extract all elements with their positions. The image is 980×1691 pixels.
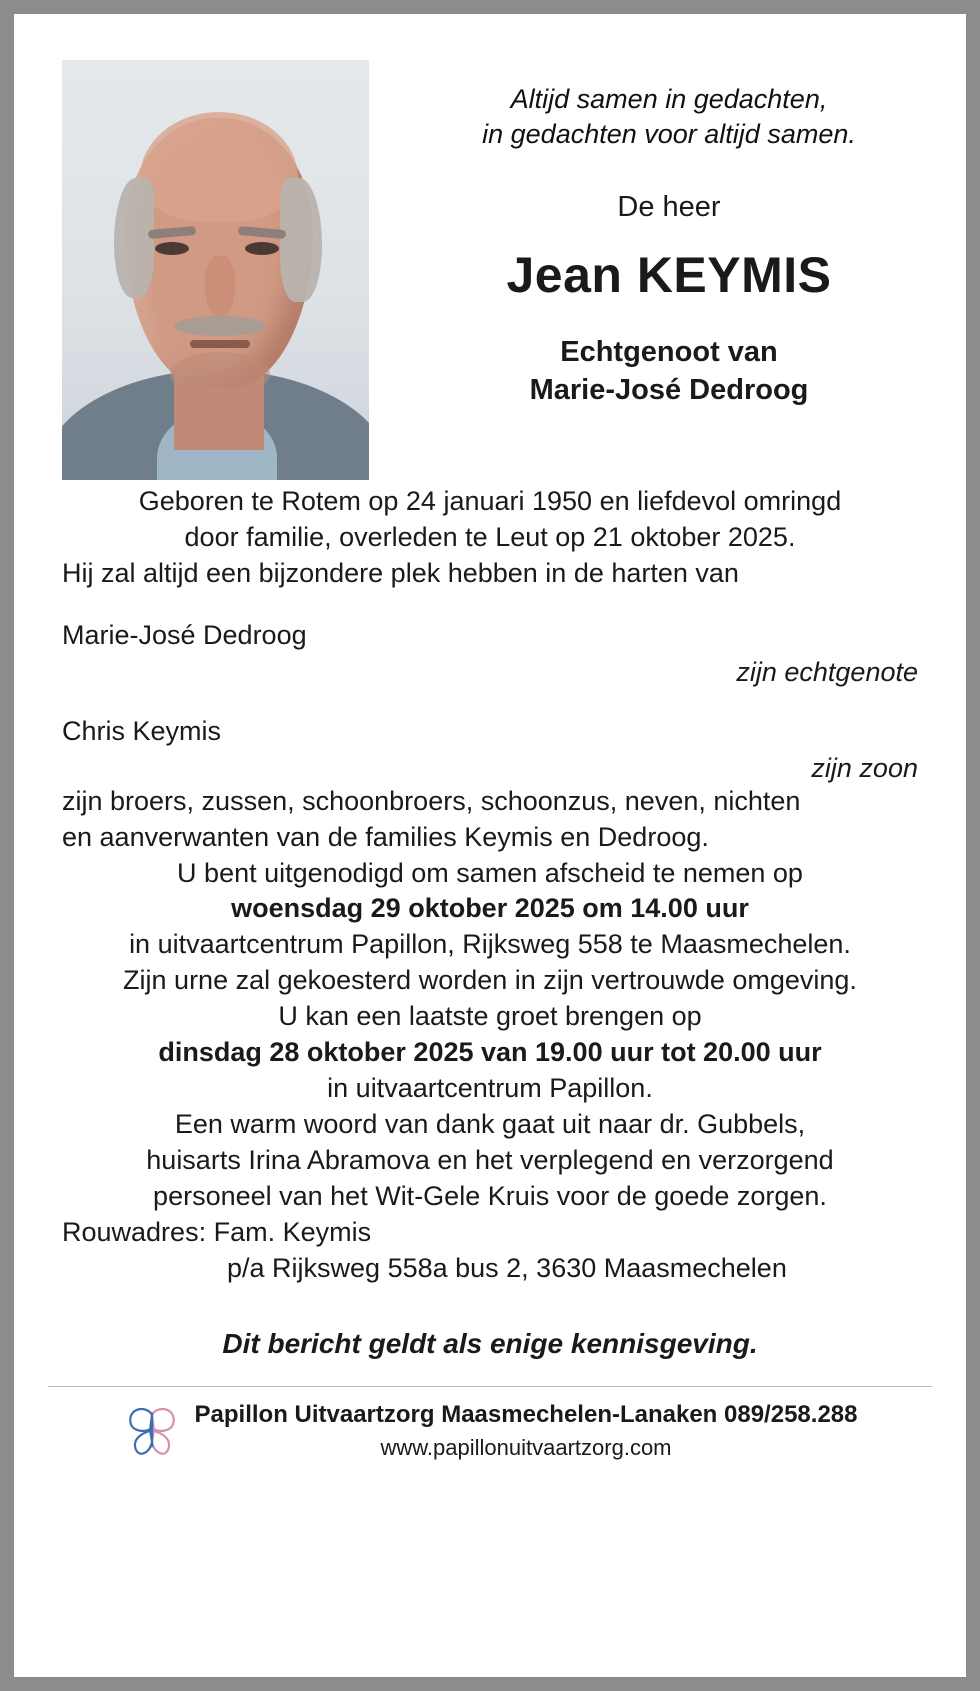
ceremony-intro: U bent uitgenodigd om samen afscheid te nemen op <box>177 857 803 888</box>
notice-text: Dit bericht geldt als enige kennisgeving. <box>222 1328 758 1360</box>
extended-family-line-1: zijn broers, zussen, schoonbroers, schoonzus, neven, nichten <box>62 785 801 816</box>
birth-death-line-2: door familie, overleden te Leut op 21 oktober 2025. <box>184 521 796 552</box>
thanks-line-3: personeel van het Wit-Gele Kruis voor de goede zorgen. <box>153 1180 827 1211</box>
card-body <box>14 484 966 1360</box>
ceremony-datetime: woensdag 29 oktober 2025 om 14.00 uur <box>231 893 749 924</box>
deceased-name: Jean KEYMIS <box>506 247 832 304</box>
memorial-quote-line-2: in gedachten voor altijd samen. <box>482 118 856 149</box>
urn-note: Zijn urne zal gekoesterd worden in zijn vertrouwde omgeving. <box>123 965 857 996</box>
relative-role: zijn echtgenote <box>736 656 918 687</box>
card-header <box>14 14 966 484</box>
portrait-hair-left <box>114 178 154 298</box>
relative-role: zijn zoon <box>811 752 918 783</box>
birth-death-paragraph <box>62 484 918 556</box>
ceremony-paragraph <box>62 856 918 1000</box>
birth-death-line-1: Geboren te Rotem op 24 januari 1950 en liefdevol omringd <box>138 486 842 516</box>
portrait-chin <box>170 352 270 396</box>
header-text-block <box>404 82 934 409</box>
spouse-block <box>404 334 934 409</box>
mourning-address-line: p/a Rijksweg 558a bus 2, 3630 Maasmechelen <box>227 1252 787 1283</box>
visitation-datetime: dinsdag 28 oktober 2025 van 19.00 uur tot 20.00 uur <box>158 1037 822 1068</box>
memorial-quote-line-1: Altijd samen in gedachten, <box>510 84 828 114</box>
portrait-mouth <box>190 340 250 348</box>
portrait-eye-right <box>245 242 279 255</box>
footer-website[interactable]: www.papillonuitvaartzorg.com <box>380 1435 672 1461</box>
visitation-paragraph <box>62 999 918 1107</box>
portrait-nose <box>205 256 235 318</box>
spouse-name: Marie-José Dedroog <box>529 373 809 406</box>
visitation-intro: U kan een laatste groet brengen op <box>278 1001 702 1032</box>
memorial-quote <box>404 82 934 151</box>
footer-divider <box>48 1386 932 1387</box>
butterfly-icon <box>123 1402 181 1460</box>
relatives-list <box>62 620 918 784</box>
extended-family-paragraph <box>62 784 918 856</box>
mourning-address-label: Rouwadres: Fam. Keymis <box>62 1216 372 1247</box>
footer-text <box>195 1401 858 1461</box>
spouse-label: Echtgenoot van <box>560 336 778 369</box>
footer-company-line <box>195 1401 858 1429</box>
relative-name: Marie-José Dedroog <box>62 619 307 650</box>
memorial-card <box>14 14 966 1677</box>
portrait-photo <box>62 60 369 480</box>
footer <box>14 1401 966 1461</box>
relative-name: Chris Keymis <box>62 715 222 746</box>
extended-family-line-2: en aanverwanten van de families Keymis en Dedroog. <box>62 821 709 852</box>
visitation-location: in uitvaartcentrum Papillon. <box>327 1072 653 1103</box>
portrait-mustache <box>174 316 266 336</box>
hearts-intro: Hij zal altijd een bijzondere plek hebben in de harten van <box>62 557 739 588</box>
footer-company: Papillon Uitvaartzorg Maasmechelen-Lanaken <box>194 1401 718 1429</box>
mourning-address-paragraph <box>62 1215 918 1287</box>
footer-phone: 089/258.288 <box>724 1401 858 1429</box>
thanks-line-2: huisarts Irina Abramova en het verplegend en verzorgend <box>146 1144 834 1175</box>
thanks-line-1: Een warm woord van dank gaat uit naar dr. Gubbels, <box>174 1108 806 1139</box>
ceremony-location: in uitvaartcentrum Papillon, Rijksweg 558 te Maasmechelen. <box>129 929 851 960</box>
salutation: De heer <box>617 191 721 224</box>
portrait-eye-left <box>155 242 189 255</box>
thanks-paragraph <box>62 1107 918 1215</box>
